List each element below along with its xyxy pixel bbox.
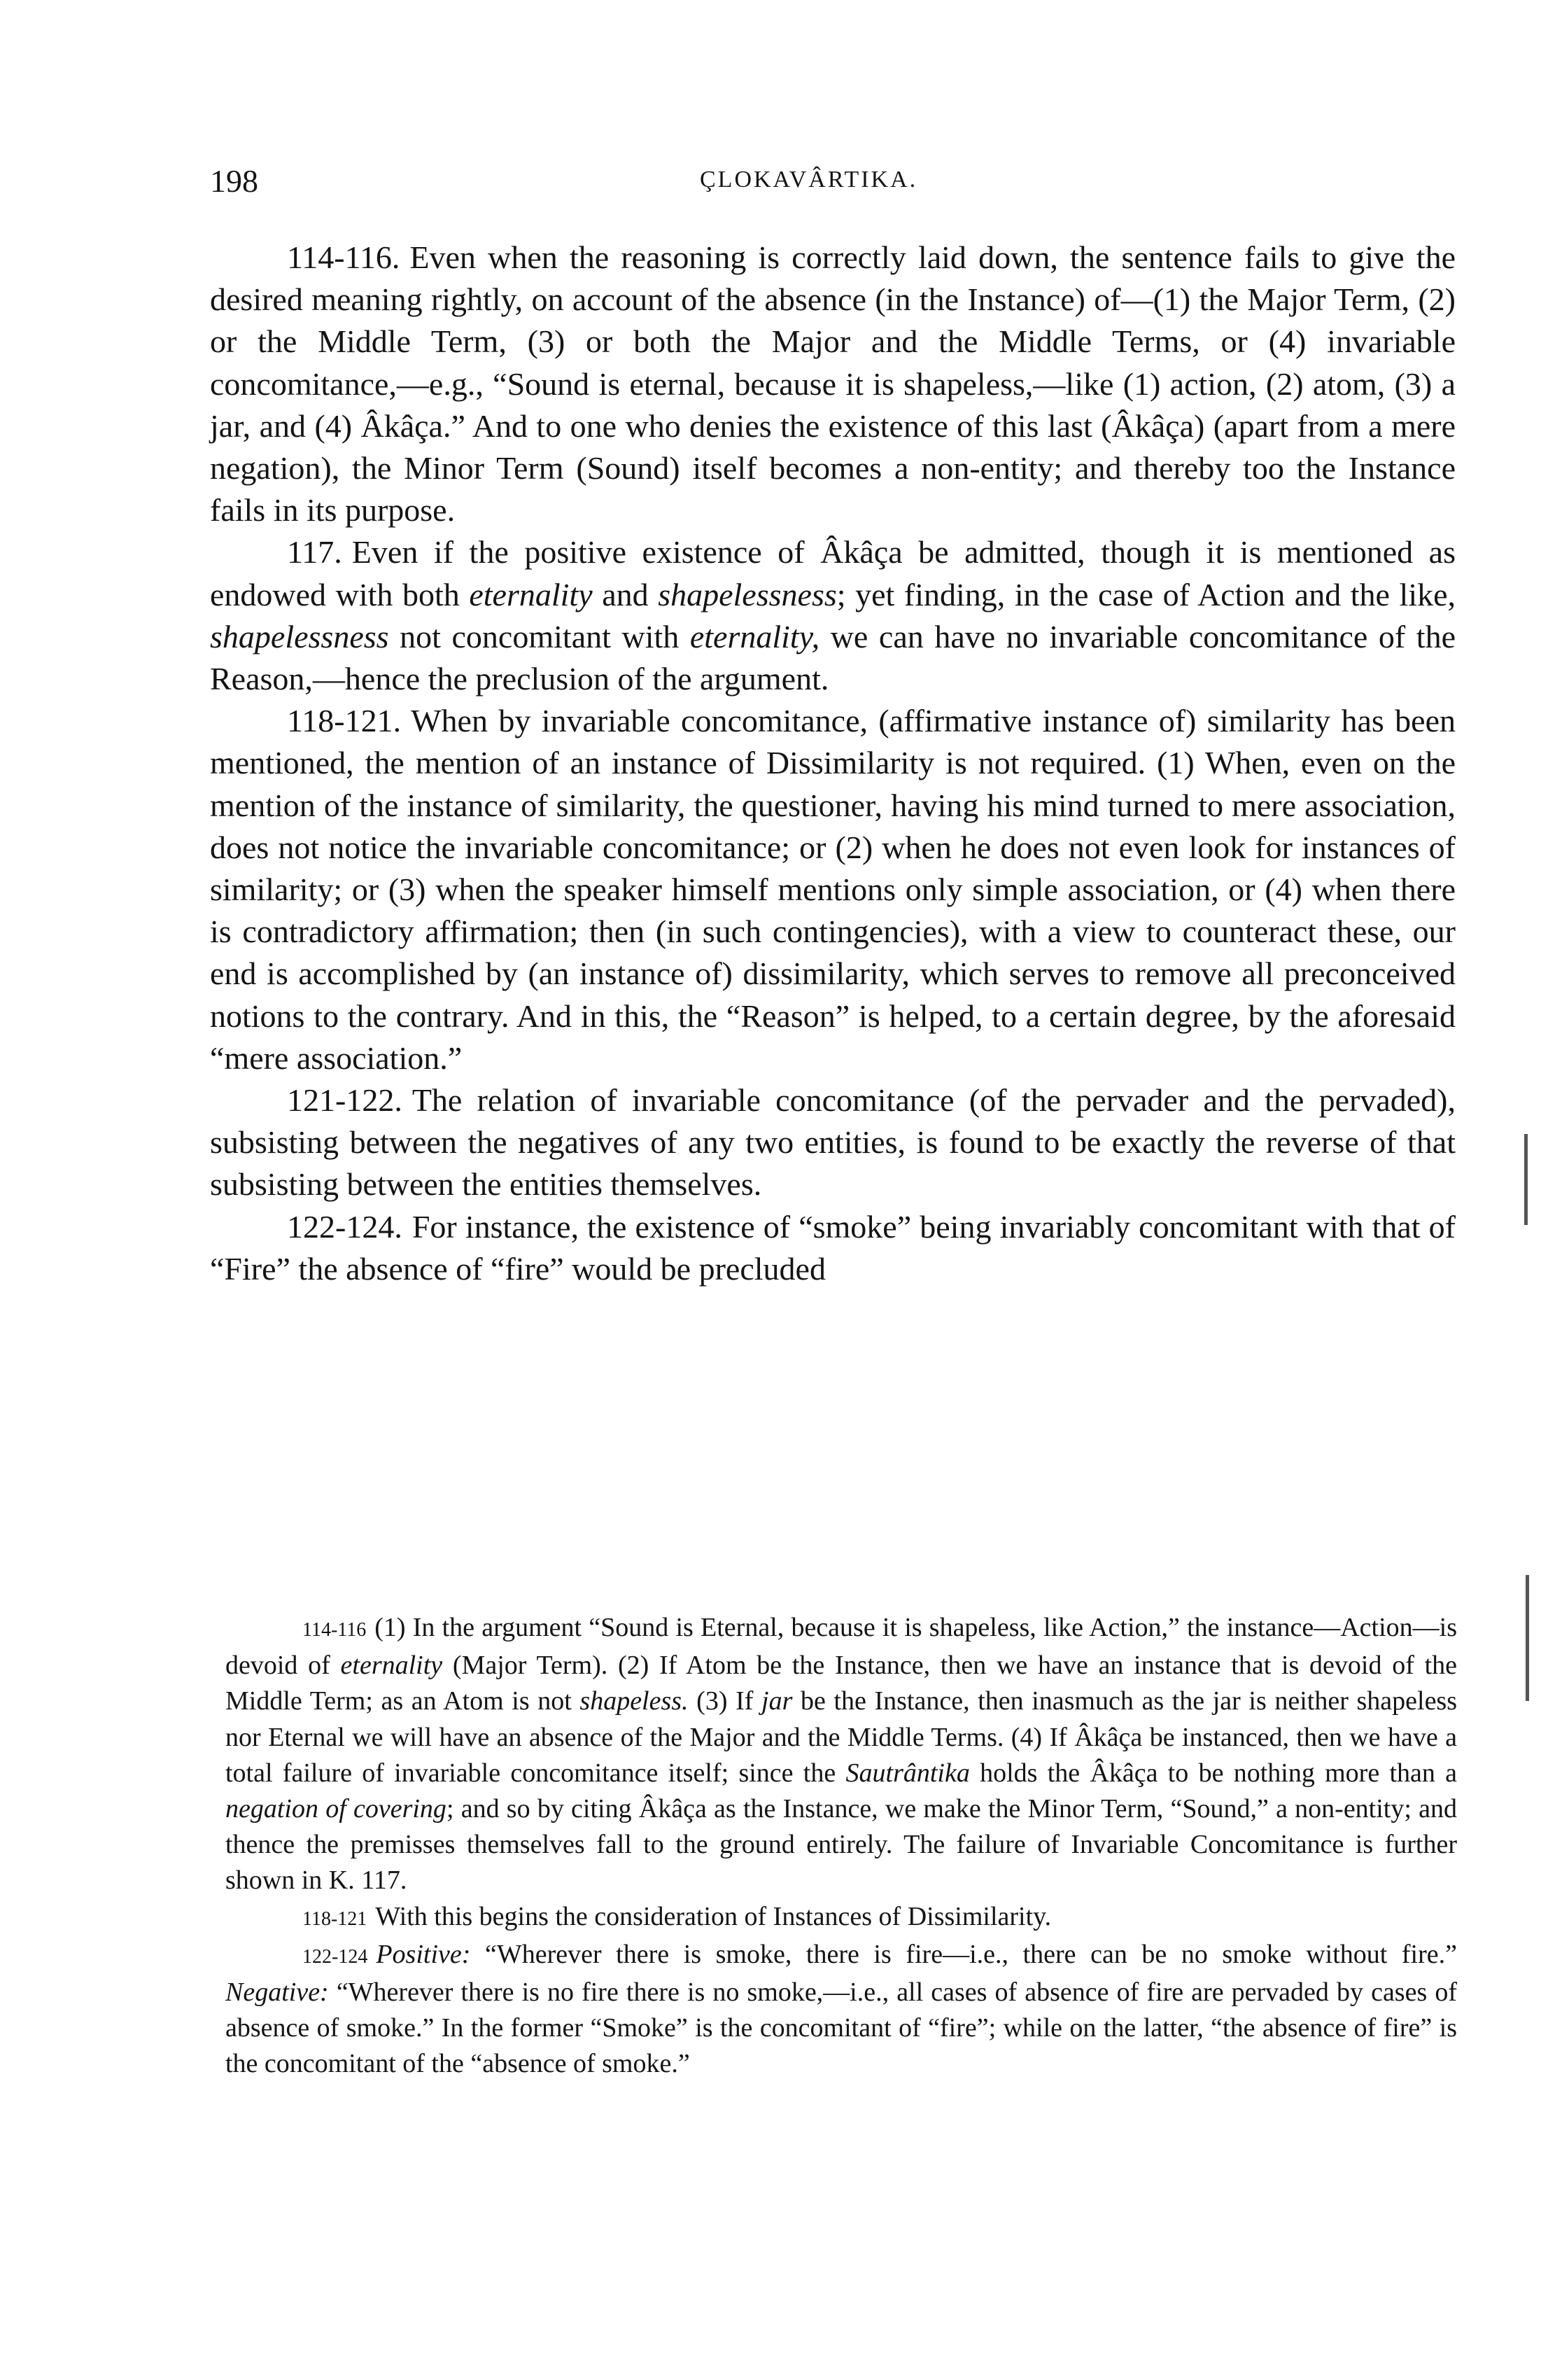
paragraph-text: and [602,576,649,612]
paragraph-117 [210,531,1456,700]
paragraph-121-122 [210,1079,1456,1206]
paragraph-text: ; yet finding, in the case of Action and the like, [836,576,1456,612]
running-title: ÇLOKAVÂRTIKA. [700,167,918,192]
paragraph-122-124 [210,1206,1456,1290]
page-number: 198 [210,163,258,199]
verse-number: 118-121. [287,703,402,739]
emphasis: Negative: [225,1977,329,2008]
footnote-number: 118-121 [302,1907,367,1930]
footnote-text: “Wherever there is smoke, there is fire—i.e., there can be no smoke without fire.” [484,1939,1457,1969]
footnote-text: (Major Term). (2) If Atom be the Instance, then we have an instance that is devoid of the Middle Term; as an Atom is not [225,1651,1458,1716]
footnote-number: 114-116 [302,1619,367,1641]
scan-margin-mark [1526,1575,1529,1701]
paragraph-text: When by invariable concomitance, (affirmative instance of) similarity has been mentioned, the mention of an instance of Dissimilarity is not required. (1) When, even on the mention of the instance of similarity, the questioner, having his mind turned to mere association, does not notice the invariable concomitance; or (2) when he does not even look for instances of similarity; or (3) when the speaker himself mentions only simple association, or (4) when there is contradictory affirmation; then (in such contingencies), with a view to counteract these, our end is accomplished by (an instance of) dissimilarity, which serves to remove all preconceived notions to the contrary. And in this, the “Reason” is helped, to a certain degree, by the aforesaid “mere association.” [210,703,1456,1076]
footnote-114-116 [225,1610,1457,1899]
footnote-text: “Wherever there is no fire there is no smoke,—i.e., all cases of absence of fire are pervaded by cases of absence of smoke.” In the former “Smoke” is the concomitant of “fire”; while on the latter, “the absence of fire” is the concomitant of the “absence of smoke.” [225,1977,1457,2079]
emphasis: eternality [340,1651,443,1681]
paragraph-text: Even if the positive existence of Âkâça be admitted, though it is mentioned as endowed with both [210,534,1456,612]
footnotes [225,1610,1457,2082]
emphasis: negation of covering [225,1794,446,1824]
footnote-118-121 [225,1899,1457,1937]
verse-number: 114-116. [287,239,400,275]
verse-number: 121-122. [287,1082,402,1119]
footnote-text: (3) If [696,1686,754,1716]
paragraph-text: not concomitant with [400,618,680,654]
verse-number: 117. [287,534,342,570]
emphasis: jar [761,1686,793,1716]
footnote-text: (1) In the argument “Sound is Eternal, because it is shapeless, like Action,” the instance—Action—is devoid of [225,1613,1457,1681]
main-text [210,237,1456,1290]
scan-margin-mark [1524,1134,1528,1225]
footnote-text: With this begins the consideration of Instances of Dissimilarity. [375,1901,1052,1931]
footnote-text: holds the Âkâça to be nothing more than a [980,1758,1458,1788]
paragraph-text: The relation of invariable concomitance (of the pervader and the pervaded), subsisting between the negatives of any two entities, is found to be exactly the reverse of that subsisting between the entities themselves. [210,1082,1456,1203]
verse-number: 122-124. [287,1208,402,1245]
emphasis: shapeless. [579,1686,689,1716]
emphasis: eternality, [689,618,820,654]
paragraph-text: Even when the reasoning is correctly laid down, the sentence fails to give the desired meaning rightly, on account of the absence (in the Instance) of—(1) the Major Term, (2) or the Middle Term, (3) or both the Major and the Middle Terms, or (4) invariable concomitance,—e.g., “Sound is eternal, because it is shapeless,—like (1) action, (2) atom, (3) a jar, and (4) Âkâça.” And to one who denies the existence of this last (Âkâça) (apart from a mere negation), the Minor Term (Sound) itself becomes a non-entity; and thereby too the Instance fails in its purpose. [210,239,1456,528]
emphasis: shapelessness [210,618,389,654]
paragraph-text: we can have no invariable concomitance of the Reason,—hence the preclusion of the argument. [210,618,1456,697]
paragraph-114-116 [210,237,1456,531]
footnote-122-124 [225,1937,1457,2082]
footnote-text: ; and so by citing Âkâça as the Instance, we make the Minor Term, “Sound,” a non-entity; and thence the premisses themselves fall to the ground entirely. The failure of Invariable Concomitance is further shown in K. 117. [225,1794,1458,1896]
emphasis: shapelessness [658,576,837,612]
emphasis: Sautrântika [845,1758,970,1788]
page-header [210,162,1429,204]
footnote-text: be the Instance, then inasmuch as the jar is neither shapeless nor Eternal we will have an absence of the Major and the Middle Terms. (4) If Âkâça be instanced, then we have a total failure of invariable concomitance itself; since the [225,1686,1458,1788]
paragraph-text: For instance, the existence of “smoke” being invariably concomitant with that of “Fire” the absence of “fire” would be precluded [210,1208,1456,1287]
footnote-number: 122-124 [302,1945,368,1968]
emphasis: eternality [469,576,593,612]
emphasis: Positive: [376,1939,471,1969]
paragraph-118-121 [210,700,1456,1079]
